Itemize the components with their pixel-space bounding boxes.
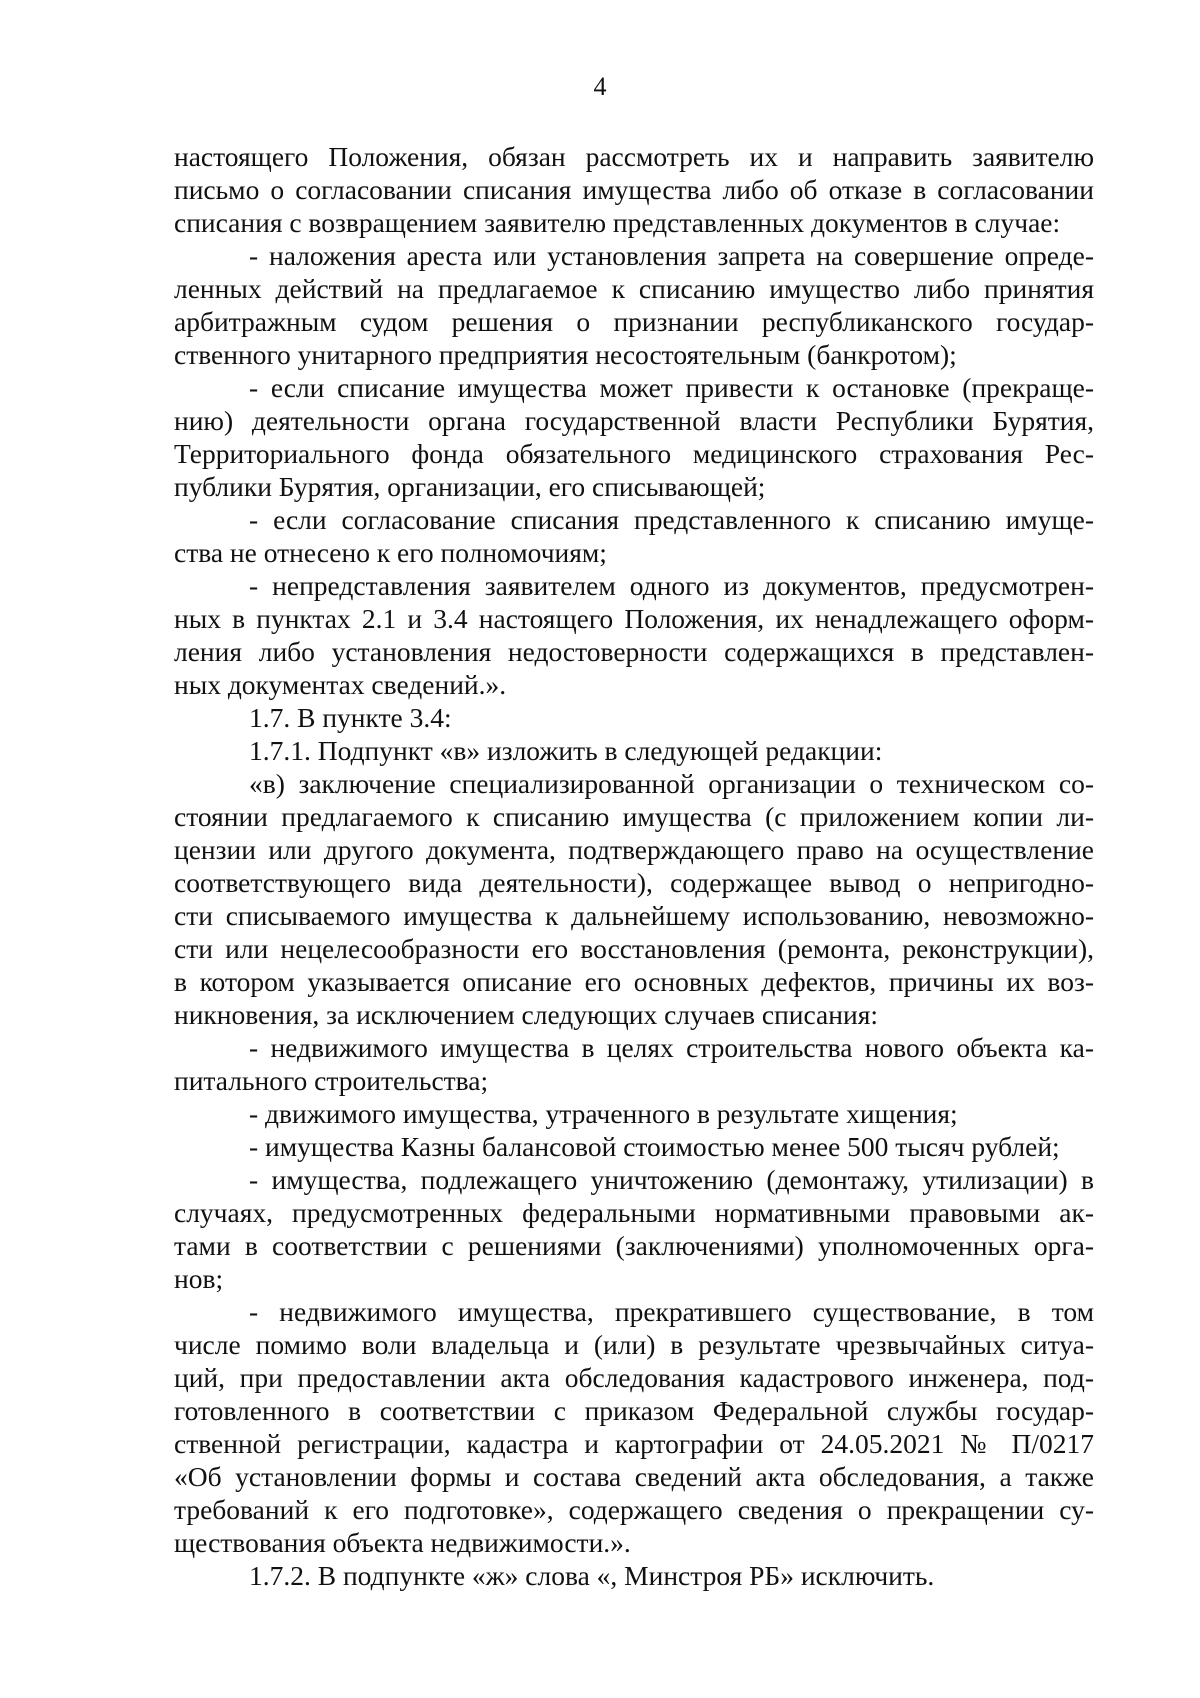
text-line: 1.7. В пункте 3.4: — [249, 702, 452, 733]
text-line: ных в пунктах 2.1 и 3.4 настоящего Положения, их ненадлежащего оформ- — [174, 603, 1094, 634]
text-line: никновения, за исключением следующих случаев списания: — [174, 999, 878, 1030]
text-line: ственной регистрации, кадастра и картографии от 24.05.2021 № П/0217 — [174, 1428, 1094, 1459]
text-line: готовленного в соответствии с приказом Федеральной службы государ- — [174, 1395, 1094, 1426]
text-line: - если списание имущества может привести к остановке (прекраще- — [249, 372, 1094, 403]
text-line: соответствующего вида деятельности), содержащее вывод о непригодно- — [174, 867, 1094, 898]
text-line: стоянии предлагаемого к списанию имущества (с приложением копии ли- — [174, 801, 1094, 832]
text-line: ленных действий на предлагаемое к списанию имущество либо принятия — [174, 273, 1094, 304]
text-line: настоящего Положения, обязан рассмотреть их и направить заявителю — [174, 141, 1094, 172]
text-line: списания с возвращением заявителю представленных документов в случае: — [174, 207, 1061, 238]
text-line: - имущества, подлежащего уничтожению (демонтажу, утилизации) в — [249, 1164, 1094, 1195]
text-line: питального строительства; — [174, 1065, 489, 1096]
text-line: в котором указывается описание его основных дефектов, причины их воз- — [174, 966, 1094, 997]
text-line: - имущества Казны балансовой стоимостью менее 500 тысяч рублей; — [249, 1131, 1060, 1162]
text-line: публики Бурятия, организации, его списывающей; — [174, 471, 766, 502]
text-line: цензии или другого документа, подтверждающего право на осуществление — [174, 834, 1094, 865]
text-line: письмо о согласовании списания имущества либо об отказе в согласовании — [174, 174, 1094, 205]
text-line: - непредставления заявителем одного из документов, предусмотрен- — [249, 570, 1094, 601]
text-line: «в) заключение специализированной организации о техническом со- — [249, 768, 1094, 799]
text-line: ций, при предоставлении акта обследования кадастрового инженера, под- — [174, 1362, 1094, 1393]
text-line: - наложения ареста или установления запрета на совершение опреде- — [249, 240, 1094, 271]
text-line: Территориального фонда обязательного медицинского страхования Рес- — [174, 438, 1094, 469]
text-line: - движимого имущества, утраченного в результате хищения; — [249, 1098, 958, 1129]
text-line: ства не отнесено к его полномочиям; — [174, 537, 607, 568]
text-line: 1.7.2. В подпункте «ж» слова «, Минстроя РБ» исключить. — [249, 1560, 935, 1591]
text-line: 1.7.1. Подпункт «в» изложить в следующей редакции: — [249, 735, 883, 766]
text-line: сти списываемого имущества к дальнейшему использованию, невозможно- — [174, 900, 1094, 931]
text-line: числе помимо воли владельца и (или) в результате чрезвычайных ситуа- — [174, 1329, 1094, 1360]
text-line: - если согласование списания представленного к списанию имуще- — [249, 504, 1094, 535]
text-line: тами в соответствии с решениями (заключениями) уполномоченных орга- — [174, 1230, 1094, 1261]
page-number: 4 — [593, 72, 607, 101]
text-line: - недвижимого имущества в целях строительства нового объекта ка- — [249, 1032, 1094, 1063]
text-line: ления либо установления недостоверности содержащихся в представлен- — [174, 636, 1094, 667]
text-line: ных документах сведений.». — [174, 669, 507, 700]
text-line: требований к его подготовке», содержащего сведения о прекращении су- — [174, 1494, 1094, 1525]
text-line: нию) деятельности органа государственной власти Республики Бурятия, — [174, 405, 1094, 436]
text-line: ществования объекта недвижимости.». — [174, 1527, 631, 1558]
text-line: нов; — [174, 1263, 224, 1294]
text-line: арбитражным судом решения о признании республиканского государ- — [174, 306, 1094, 337]
text-line: сти или нецелесообразности его восстановления (ремонта, реконструкции), — [174, 933, 1094, 964]
text-line: - недвижимого имущества, прекратившего существование, в том — [249, 1296, 1094, 1327]
text-line: «Об установлении формы и состава сведений акта обследования, а также — [174, 1461, 1094, 1492]
text-line: ственного унитарного предприятия несостоятельным (банкротом); — [174, 339, 957, 370]
document-body — [174, 140, 1094, 1592]
text-line: случаях, предусмотренных федеральными нормативными правовыми ак- — [174, 1197, 1094, 1228]
